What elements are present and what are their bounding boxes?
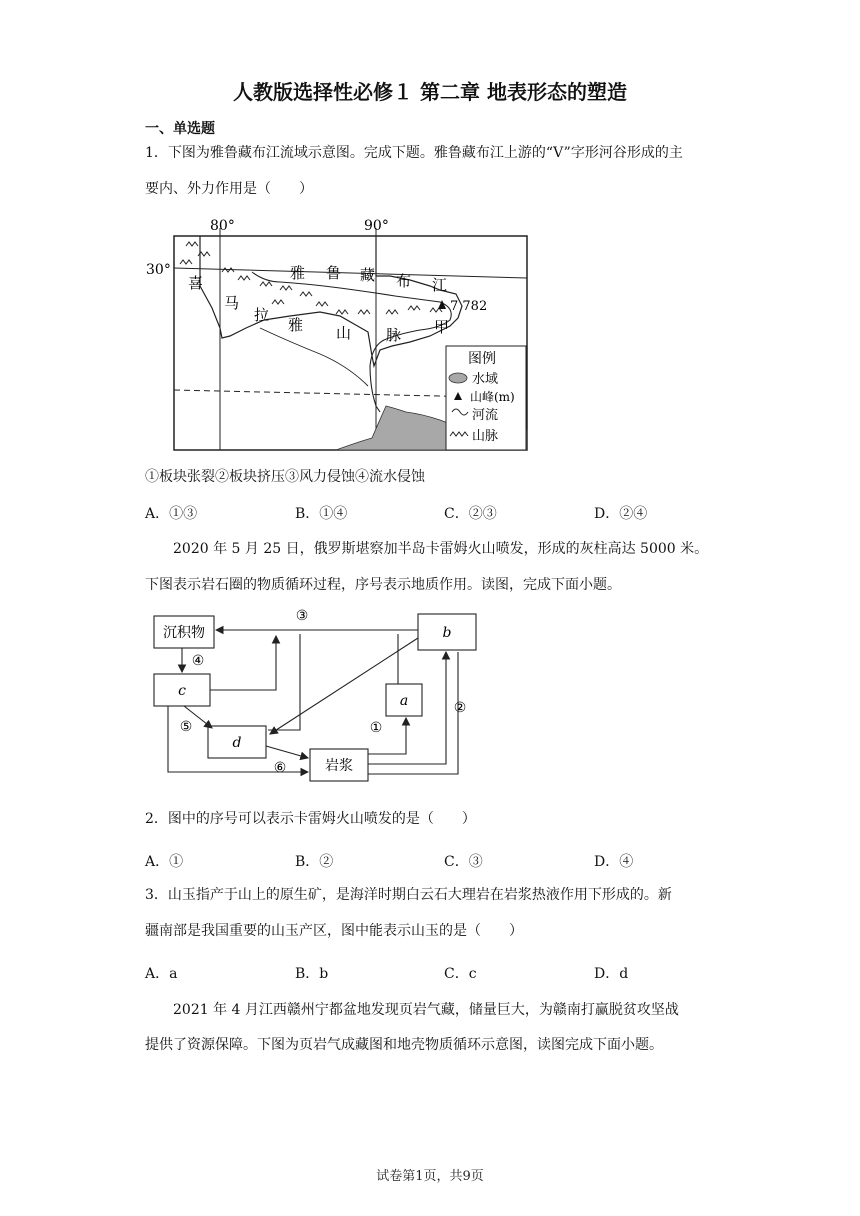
q1-option-a[interactable]: A．①③ (145, 506, 198, 522)
lat-30-label: 30° (146, 262, 171, 278)
lon-80-label: 80° (210, 218, 235, 234)
intro2-line1: 2020 年 5 月 25 日，俄罗斯堪察加半岛卡雷姆火山喷发，形成的灰柱高达 5000 米。 (173, 541, 709, 557)
process-6-label: ⑥ (273, 760, 287, 776)
q3-option-a[interactable]: A．a (145, 966, 178, 982)
intro3-line1: 2021 年 4 月江西赣州宁都盆地发现页岩气藏，储量巨大，为赣南打赢脱贫攻坚战 (173, 1002, 679, 1018)
svg-text:河流: 河流 (472, 408, 499, 423)
q1-stem-line2: 要内、外力作用是（ ） (145, 181, 313, 197)
process-2-label: ② (453, 700, 467, 716)
q2-stem: 2．图中的序号可以表示卡雷姆火山喷发的是（ ） (145, 811, 476, 827)
box-a-label: a (399, 693, 409, 709)
svg-text:马: 马 (224, 294, 240, 312)
q1-option-b[interactable]: B．①④ (295, 506, 348, 522)
box-magma-label: 岩浆 (325, 758, 353, 774)
svg-text:山: 山 (336, 324, 352, 342)
svg-text:脉: 脉 (386, 326, 402, 344)
box-c-label: c (178, 683, 186, 699)
yarlung-map-figure (140, 216, 540, 456)
process-1-label: ① (369, 720, 383, 736)
svg-text:山脉: 山脉 (472, 429, 499, 444)
q2-option-c[interactable]: C．③ (444, 854, 483, 870)
q2-option-b[interactable]: B．② (295, 854, 334, 870)
place-jia-label: 甲 (434, 318, 450, 336)
box-b-label: b (442, 625, 452, 641)
process-3-label: ③ (295, 608, 309, 624)
process-4-label: ④ (191, 653, 205, 669)
q3-option-c[interactable]: C．c (444, 966, 477, 982)
q1-option-d[interactable]: D．②④ (594, 506, 648, 522)
q3-stem-line1: 3．山玉指产于山上的原生矿，是海洋时期白云石大理岩在岩浆热液作用下形成的。新 (145, 887, 672, 903)
intro2-line2: 下图表示岩石圈的物质循环过程，序号表示地质作用。读图，完成下面小题。 (145, 577, 621, 593)
basin-outline (200, 236, 462, 366)
yarlung-river (252, 272, 451, 412)
q2-option-d[interactable]: D．④ (594, 854, 634, 870)
river-tributary (260, 328, 368, 386)
legend-title: 图例 (468, 351, 496, 367)
map-legend (446, 346, 526, 450)
q1-choices: ①板块张裂②板块挤压③风力侵蚀④流水侵蚀 (145, 469, 425, 485)
q3-option-b[interactable]: B．b (295, 966, 329, 982)
river-name-label (290, 264, 447, 294)
svg-text:山峰(m): 山峰(m) (470, 390, 515, 404)
svg-text:江: 江 (432, 276, 448, 294)
svg-text:喜: 喜 (188, 274, 204, 292)
q1-option-c[interactable]: C．②③ (444, 506, 497, 522)
page-title: 人教版选择性必修１ 第二章 地表形态的塑造 (233, 80, 627, 104)
svg-text:水域: 水域 (472, 372, 499, 387)
svg-text:布: 布 (396, 272, 412, 290)
process-5-label: ⑤ (179, 719, 193, 735)
svg-text:鲁: 鲁 (326, 264, 342, 282)
svg-text:拉: 拉 (254, 306, 270, 324)
section-heading: 一、单选题 (145, 121, 215, 137)
q1-stem-line1: 1．下图为雅鲁藏布江流域示意图。完成下题。雅鲁藏布江上游的“V”字形河谷形成的主 (145, 145, 683, 161)
q3-stem-line2: 疆南部是我国重要的山玉产区，图中能表示山玉的是（ ） (145, 923, 523, 939)
rock-cycle-figure (148, 604, 488, 788)
peak-elevation: 7 782 (450, 299, 488, 314)
svg-text:雅: 雅 (288, 316, 304, 334)
svg-text:藏: 藏 (360, 266, 376, 284)
lon-90-label: 90° (364, 218, 389, 234)
water-legend-icon (449, 373, 467, 383)
svg-text:雅: 雅 (290, 264, 306, 282)
page-footer: 试卷第1页，共9页 (376, 1169, 484, 1184)
q3-option-d[interactable]: D．d (594, 966, 629, 982)
q2-option-a[interactable]: A．① (145, 854, 184, 870)
intro3-line2: 提供了资源保障。下图为页岩气成藏图和地壳物质循环示意图，读图完成下面小题。 (145, 1037, 663, 1053)
box-sediment-label: 沉积物 (163, 625, 205, 641)
box-d-label: d (232, 735, 242, 751)
